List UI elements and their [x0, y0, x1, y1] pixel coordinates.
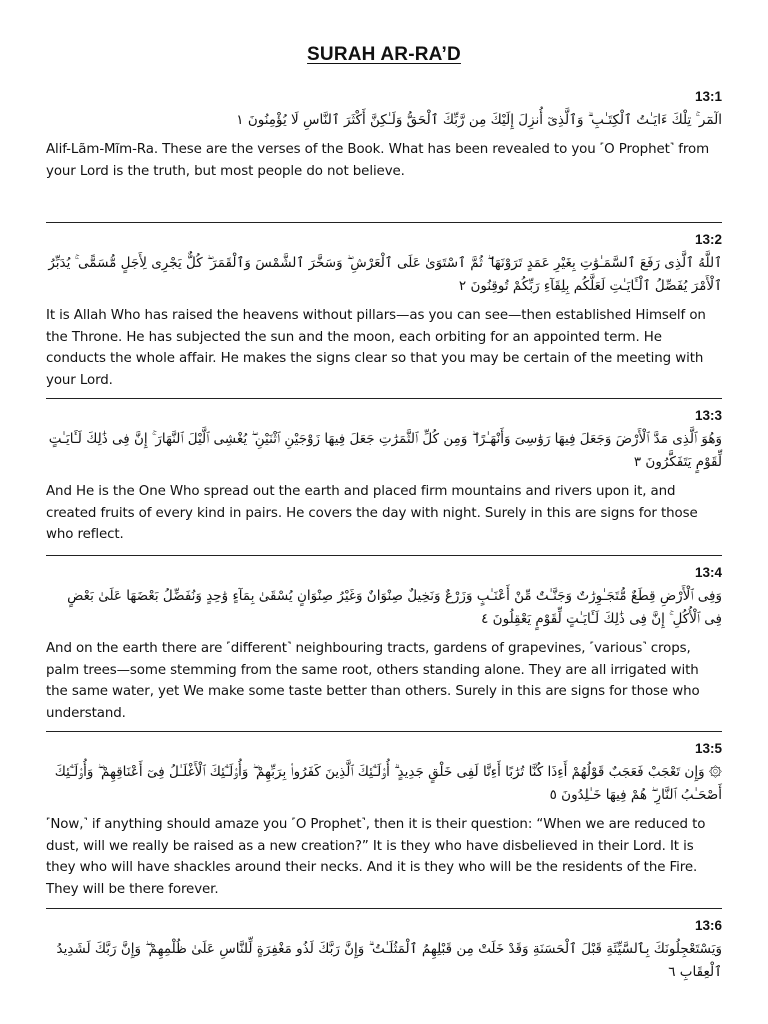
- verse-translation: ˹Now,˺ if anything should amaze you ˹O Prophet˺, then it is their question: “When we are reduced to dust, will we really be raised as a new creation?” It is they who have disbelieved in their Lord. It is they who will have shackles around their necks. And it is they who will be the residents of the Fire. They will be there forever.: [46, 817, 706, 897]
- verse-block: [46, 732, 722, 909]
- verse-arabic-text: وَيَسْتَعْجِلُونَكَ بِٱلسَّيِّئَةِ قَبْلَ ٱلْحَسَنَةِ وَقَدْ خَلَتْ مِن قَبْلِهِمُ ٱلْمَثُلَـٰتُ ۗ وَإِنَّ رَبَّكَ لَذُو مَغْفِرَةٍ لِّلنَّاسِ عَلَىٰ ظُلْمِهِمْ ۖ وَإِنَّ رَبَّكَ لَشَدِيدُ ٱلْعِقَابِ ٦: [56, 941, 722, 980]
- verse-arabic-text: ۞ وَإِن تَعْجَبْ فَعَجَبٌ قَوْلُهُمْ أَءِذَا كُنَّا تُرَٰبًا أَءِنَّا لَفِى خَلْقٍ جَدِيدٍ ۗ أُو۟لَـٰٓئِكَ ٱلَّذِينَ كَفَرُوا۟ بِرَبِّهِمْ ۖ وَأُو۟لَـٰٓئِكَ ٱلْأَغْلَـٰلُ فِىٓ أَعْنَاقِهِمْ ۖ وَأُو۟لَـٰٓئِكَ أَصْحَـٰبُ ٱلنَّارِ ۖ هُمْ فِيهَا خَـٰلِدُونَ ٥: [54, 764, 722, 803]
- verse-arabic-text: الٓمٓر ۚ تِلْكَ ءَايَـٰتُ ٱلْكِتَـٰبِ ۗ وَٱلَّذِىٓ أُنزِلَ إِلَيْكَ مِن رَّبِّكَ ٱلْحَقُّ وَلَـٰكِنَّ أَكْثَرَ ٱلنَّاسِ لَا يُؤْمِنُونَ ١: [236, 112, 722, 128]
- verse-number: 13:5: [694, 741, 722, 756]
- verse-arabic-text: وَهُوَ ٱلَّذِى مَدَّ ٱلْأَرْضَ وَجَعَلَ فِيهَا رَوَٰسِىَ وَأَنْهَـٰرًا ۖ وَمِن كُلِّ ٱلثَّمَرَٰتِ جَعَلَ فِيهَا زَوْجَيْنِ ٱثْنَيْنِ ۖ يُغْشِى ٱلَّيْلَ ٱلنَّهَارَ ۚ إِنَّ فِى ذَٰلِكَ لَـَٔايَـٰتٍ لِّقَوْمٍ يَتَفَكَّرُونَ ٣: [48, 431, 722, 470]
- verse-block: [46, 223, 722, 399]
- verse-arabic-text: ٱللَّهُ ٱلَّذِى رَفَعَ ٱلسَّمَـٰوَٰتِ بِغَيْرِ عَمَدٍ تَرَوْنَهَا ۖ ثُمَّ ٱسْتَوَىٰ عَلَى ٱلْعَرْشِ ۖ وَسَخَّرَ ٱلشَّمْسَ وَٱلْقَمَرَ ۖ كُلٌّ يَجْرِى لِأَجَلٍ مُّسَمًّى ۚ يُدَبِّرُ ٱلْأَمْرَ يُفَصِّلُ ٱلْـَٔايَـٰتِ لَعَلَّكُم بِلِقَآءِ رَبِّكُمْ تُوقِنُونَ ٢: [48, 255, 722, 294]
- verse-translation: And on the earth there are ˹different˺ neighbouring tracts, gardens of grapevines, ˹various˺ crops, palm trees—some stemming from the same root, others standing alone. They are all irrigated with the same water, yet We make some taste better than others. Surely in this are signs for those who understand.: [46, 641, 700, 721]
- verse-translation: It is Allah Who has raised the heavens without pillars—as you can see—then established Himself on the Throne. He has subjected the sun and the moon, each orbiting for an appointed term. He conducts the whole affair. He makes the signs clear so that you may be certain of the meeting with your Lord.: [46, 308, 706, 388]
- verse-number: 13:1: [694, 89, 722, 104]
- verse-block: [46, 80, 722, 223]
- verse-block: [46, 556, 722, 732]
- verse-number: 13:3: [694, 408, 722, 423]
- verse-translation: Alif-Lãm-Mĩm-Ra. These are the verses of the Book. What has been revealed to you ˹O Prophet˺ from your Lord is the truth, but most people do not believe.: [46, 142, 710, 179]
- document-page: [46, 40, 722, 984]
- verse-translation: And He is the One Who spread out the earth and placed firm mountains and rivers upon it, and created fruits of every kind in pairs. He covers the day with night. Surely in this are signs for those who reflect.: [46, 484, 698, 542]
- verse-number: 13:6: [694, 918, 722, 933]
- verse-number: 13:4: [694, 565, 722, 580]
- page-title: SURAH AR-RA’D: [307, 44, 461, 65]
- verse-block: [46, 399, 722, 556]
- verse-number: 13:2: [694, 232, 722, 247]
- verse-arabic-text: وَفِى ٱلْأَرْضِ قِطَعٌ مُّتَجَـٰوِرَٰتٌ وَجَنَّـٰتٌ مِّنْ أَعْنَـٰبٍ وَزَرْعٌ وَنَخِيلٌ صِنْوَانٌ وَغَيْرُ صِنْوَانٍ يُسْقَىٰ بِمَآءٍ وَٰحِدٍ وَنُفَضِّلُ بَعْضَهَا عَلَىٰ بَعْضٍ فِى ٱلْأُكُلِ ۚ إِنَّ فِى ذَٰلِكَ لَـَٔايَـٰتٍ لِّقَوْمٍ يَعْقِلُونَ ٤: [67, 588, 722, 627]
- verse-block: [46, 909, 722, 984]
